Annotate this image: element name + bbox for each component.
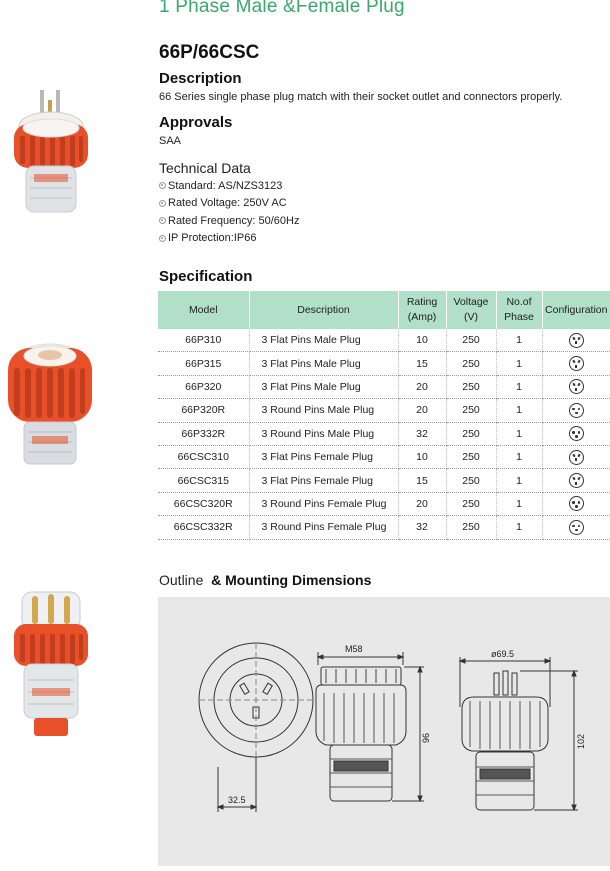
cell-configuration <box>542 329 610 352</box>
female-side-drawing <box>316 652 424 801</box>
approvals-heading: Approvals <box>159 114 233 131</box>
cell-voltage: 250 <box>446 492 496 515</box>
cell-voltage: 250 <box>446 445 496 468</box>
cell-description: 3 Flat Pins Female Plug <box>249 445 398 468</box>
cell-rating: 20 <box>398 375 446 398</box>
round-pins-icon <box>569 520 584 535</box>
cell-description: 3 Round Pins Female Plug <box>249 516 398 539</box>
cell-configuration <box>542 445 610 468</box>
approvals-text: SAA <box>159 135 182 147</box>
page-title: 1 Phase Male &Female Plug <box>159 0 405 17</box>
cell-configuration <box>542 422 610 445</box>
column-header-description: Description <box>249 291 398 329</box>
dimension-drawing <box>158 597 610 866</box>
cell-configuration <box>542 469 610 492</box>
table-row <box>158 445 610 468</box>
bullet-icon <box>159 235 166 242</box>
cell-model: 66P315 <box>158 352 249 375</box>
cell-rating: 10 <box>398 445 446 468</box>
cell-phase: 1 <box>496 399 542 422</box>
column-header-phase: No.of Phase <box>496 291 542 329</box>
description-heading: Description <box>159 70 242 87</box>
outline-heading: Outline & Mounting Dimensions <box>159 572 372 588</box>
cell-model: 66P332R <box>158 422 249 445</box>
cell-rating: 32 <box>398 516 446 539</box>
cell-voltage: 250 <box>446 375 496 398</box>
table-row <box>158 516 610 539</box>
cell-description: 3 Round Pins Male Plug <box>249 399 398 422</box>
cell-voltage: 250 <box>446 516 496 539</box>
flat-pins-icon <box>569 333 584 348</box>
bullet-icon <box>159 217 166 224</box>
technical-heading: Technical Data <box>159 160 251 176</box>
cell-phase: 1 <box>496 445 542 468</box>
cell-voltage: 250 <box>446 329 496 352</box>
cell-phase: 1 <box>496 329 542 352</box>
table-row <box>158 352 610 375</box>
bullet-icon <box>159 182 166 189</box>
cell-phase: 1 <box>496 516 542 539</box>
cell-phase: 1 <box>496 492 542 515</box>
cell-voltage: 250 <box>446 399 496 422</box>
flat-pins-icon <box>569 356 584 371</box>
cell-rating: 20 <box>398 399 446 422</box>
cell-configuration <box>542 352 610 375</box>
cell-description: 3 Flat Pins Female Plug <box>249 469 398 492</box>
cell-phase: 1 <box>496 469 542 492</box>
table-row <box>158 375 610 398</box>
cell-voltage: 250 <box>446 469 496 492</box>
face-width-label: 32.5 <box>228 795 246 805</box>
round-pins-icon <box>569 403 584 418</box>
cell-model: 66CSC320R <box>158 492 249 515</box>
technical-item: IP Protection:IP66 <box>159 230 299 248</box>
technical-item: Standard: AS/NZS3123 <box>159 177 299 195</box>
face-view-drawing <box>199 643 313 812</box>
cell-configuration <box>542 492 610 515</box>
table-row <box>158 399 610 422</box>
specification-heading: Specification <box>159 268 253 285</box>
table-row <box>158 329 610 352</box>
cell-model: 66P320R <box>158 399 249 422</box>
cell-configuration <box>542 375 610 398</box>
male-side-drawing <box>460 657 578 810</box>
round-pins-icon <box>569 496 584 511</box>
cell-description: 3 Round Pins Male Plug <box>249 422 398 445</box>
cell-rating: 15 <box>398 352 446 375</box>
cell-model: 66CSC332R <box>158 516 249 539</box>
cell-description: 3 Flat Pins Male Plug <box>249 352 398 375</box>
cell-phase: 1 <box>496 375 542 398</box>
description-text: 66 Series single phase plug match with their socket outlet and connectors properly. <box>159 91 563 103</box>
cell-voltage: 250 <box>446 422 496 445</box>
table-row <box>158 492 610 515</box>
cell-model: 66P310 <box>158 329 249 352</box>
cell-phase: 1 <box>496 422 542 445</box>
column-header-voltage: Voltage (V) <box>446 291 496 329</box>
cell-rating: 32 <box>398 422 446 445</box>
flat-pins-icon <box>569 379 584 394</box>
round-pins-icon <box>569 426 584 441</box>
cell-rating: 20 <box>398 492 446 515</box>
technical-item: Rated Voltage: 250V AC <box>159 195 299 213</box>
female-plug-photo <box>4 338 96 470</box>
table-row <box>158 422 610 445</box>
flat-pins-icon <box>569 473 584 488</box>
column-header-model: Model <box>158 291 249 329</box>
cell-rating: 15 <box>398 469 446 492</box>
flat-pins-icon <box>569 450 584 465</box>
technical-item: Rated Frequency: 50/60Hz <box>159 212 299 230</box>
female-width-label: M58 <box>345 644 363 654</box>
column-header-rating: Rating (Amp) <box>398 291 446 329</box>
technical-list <box>159 177 299 247</box>
cell-voltage: 250 <box>446 352 496 375</box>
cell-description: 3 Round Pins Female Plug <box>249 492 398 515</box>
cell-phase: 1 <box>496 352 542 375</box>
cell-configuration <box>542 516 610 539</box>
male-plug-flat-photo <box>8 88 94 224</box>
male-width-label: ø69.5 <box>491 649 515 659</box>
cell-model: 66CSC315 <box>158 469 249 492</box>
outline-drawing-panel <box>158 597 610 866</box>
table-header-row <box>158 291 610 329</box>
cell-rating: 10 <box>398 329 446 352</box>
model-code: 66P/66CSC <box>159 42 260 63</box>
male-height-label: 102 <box>576 733 586 749</box>
specification-table <box>158 291 610 540</box>
column-header-configuration: Configuration <box>542 291 610 329</box>
bullet-icon <box>159 200 166 207</box>
female-height-label: 96 <box>421 732 431 743</box>
cell-description: 3 Flat Pins Male Plug <box>249 375 398 398</box>
cell-model: 66P320 <box>158 375 249 398</box>
table-row <box>158 469 610 492</box>
male-plug-round-photo <box>8 588 94 742</box>
cell-model: 66CSC310 <box>158 445 249 468</box>
cell-configuration <box>542 399 610 422</box>
cell-description: 3 Flat Pins Male Plug <box>249 329 398 352</box>
